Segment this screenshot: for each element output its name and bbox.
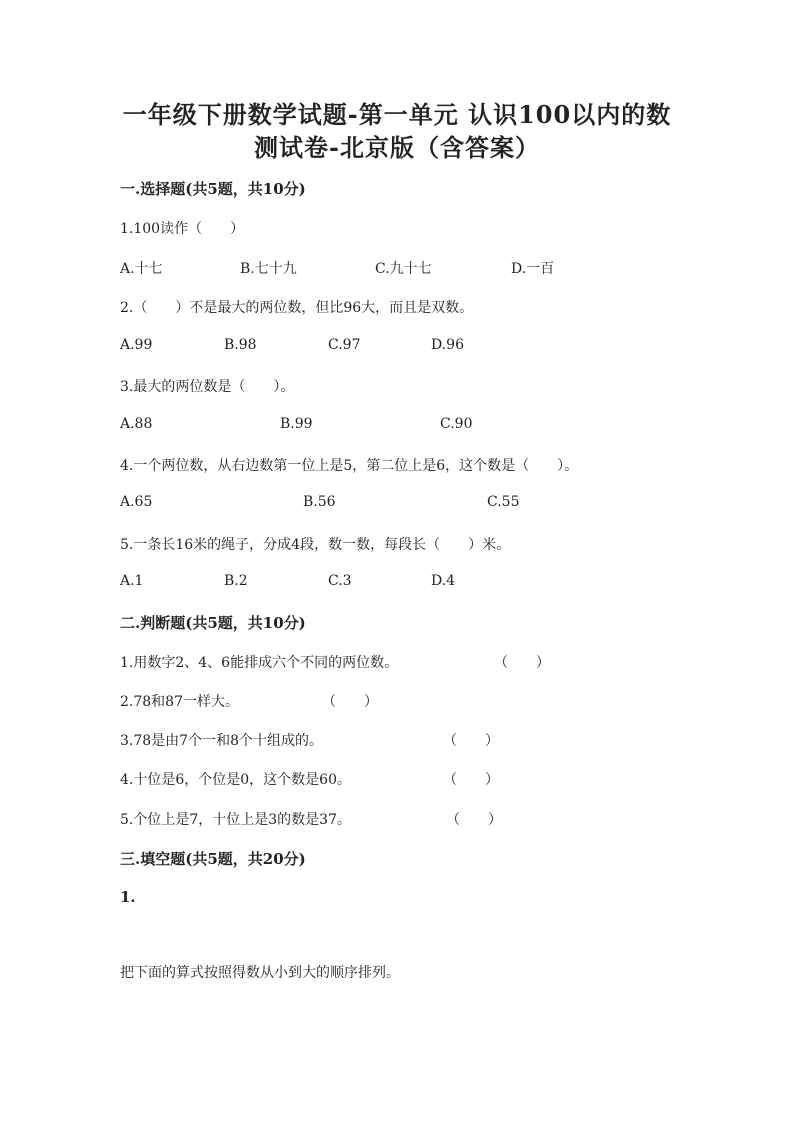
judge-question-4: 4.十位是6，个位是0，这个数是60。 <box>120 772 351 788</box>
choice-q1-option-a: A.十七 <box>120 261 163 277</box>
choice-q2-option-d: D.96 <box>431 337 464 353</box>
choice-q2-option-b: B.98 <box>224 337 257 353</box>
fill-question-1-number: 1. <box>120 888 136 906</box>
judge-q4-answer-paren: （ ） <box>443 772 499 788</box>
judge-question-3: 3.78是由7个一和8个十组成的。 <box>120 733 323 749</box>
judge-q3-answer-paren: （ ） <box>443 733 499 749</box>
judge-question-2: 2.78和87一样大。 <box>120 694 239 710</box>
section-heading-judge: 二.判断题(共5题，共10分) <box>120 614 306 632</box>
choice-q2-option-c: C.97 <box>328 337 361 353</box>
choice-q3-option-b: B.99 <box>280 416 313 432</box>
fill-question-1-text: 把下面的算式按照得数从小到大的顺序排列。 <box>120 965 400 981</box>
judge-q5-answer-paren: （ ） <box>446 812 502 828</box>
choice-q5-option-d: D.4 <box>431 573 456 589</box>
choice-q4-option-a: A.65 <box>120 494 153 510</box>
choice-question-1: 1.100读作（ ） <box>120 221 245 237</box>
choice-q3-option-a: A.88 <box>120 416 153 432</box>
judge-q1-answer-paren: （ ） <box>494 655 550 671</box>
choice-q5-option-c: C.3 <box>328 573 352 589</box>
choice-q4-option-c: C.55 <box>487 494 520 510</box>
page-title-line1: 一年级下册数学试题-第一单元 认识100以内的数 <box>122 100 672 129</box>
choice-q5-option-a: A.1 <box>120 573 144 589</box>
judge-question-1: 1.用数字2、4、6能排成六个不同的两位数。 <box>120 655 399 671</box>
section-heading-choice: 一.选择题(共5题，共10分) <box>120 180 306 198</box>
choice-question-5: 5.一条长16米的绳子，分成4段，数一数，每段长（ ）米。 <box>120 537 511 553</box>
choice-question-3: 3.最大的两位数是（ ）。 <box>120 379 295 395</box>
judge-q2-answer-paren: （ ） <box>322 694 378 710</box>
choice-q5-option-b: B.2 <box>224 573 248 589</box>
choice-question-2: 2.（ ）不是最大的两位数，但比96大，而且是双数。 <box>120 300 474 316</box>
choice-q1-option-c: C.九十七 <box>375 261 432 277</box>
choice-q4-option-b: B.56 <box>303 494 336 510</box>
choice-q1-option-d: D.一百 <box>511 261 555 277</box>
page-title-line2: 测试卷-北京版（含答案） <box>254 133 540 162</box>
judge-question-5: 5.个位上是7，十位上是3的数是37。 <box>120 812 351 828</box>
choice-question-4: 4.一个两位数，从右边数第一位上是5，第二位上是6，这个数是（ ）。 <box>120 458 579 474</box>
choice-q2-option-a: A.99 <box>120 337 153 353</box>
choice-q3-option-c: C.90 <box>440 416 473 432</box>
choice-q1-option-b: B.七十九 <box>240 261 297 277</box>
section-heading-fill: 三.填空题(共5题，共20分) <box>120 850 306 868</box>
